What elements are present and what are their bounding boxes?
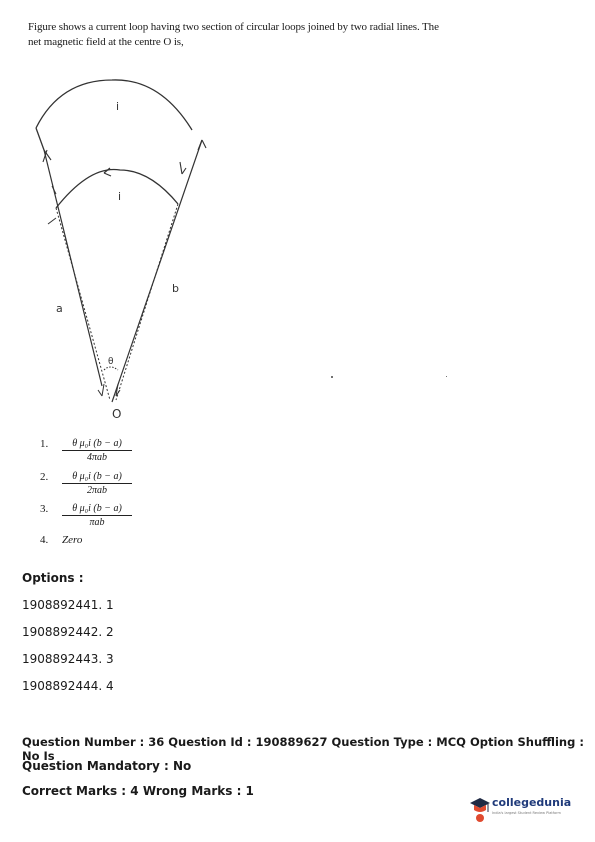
option-item: 1908892441. 1 (22, 598, 114, 612)
graduation-cap-icon (468, 794, 492, 824)
radial-line-right (112, 140, 202, 402)
label-O: O (112, 407, 122, 421)
angle-arc (104, 367, 118, 370)
label-i-inner: i (118, 190, 122, 203)
option-item: 1908892443. 3 (22, 652, 114, 666)
label-b: b (172, 282, 179, 295)
answer-number: 1. (40, 438, 49, 450)
answer-number: 2. (40, 471, 49, 483)
question-meta-line-1: Question Number : 36 Question Id : 190889627 Question Type : MCQ Option Shuffling : No Is (22, 735, 584, 763)
outer-arc-left-end (36, 128, 44, 150)
fraction-numerator: θ μ₀i (b − a) (62, 438, 132, 451)
fraction-denominator: 4πab (86, 452, 107, 463)
current-loop-figure (20, 70, 260, 430)
collegedunia-logo (468, 792, 578, 826)
question-text (28, 20, 498, 50)
fraction-denominator: πab (89, 517, 105, 528)
stray-dot (331, 376, 333, 378)
radial-dashed-right (116, 204, 178, 400)
answer-text: Zero (62, 534, 83, 546)
option-item: 1908892442. 2 (22, 625, 114, 639)
label-i-outer: i (116, 100, 120, 113)
question-meta-line-3: Correct Marks : 4 Wrong Marks : 1 (22, 784, 254, 798)
fraction-numerator: θ μ₀i (b − a) (62, 503, 132, 516)
answer-number: 3. (40, 503, 49, 515)
answer-fraction (62, 438, 132, 463)
options-title: Options : (22, 571, 84, 585)
radial-dashed-left (56, 208, 110, 400)
logo-name: collegedunia (492, 796, 572, 809)
logo-tagline: India's largest Student Review Platform (492, 811, 561, 815)
answer-number: 4. (40, 534, 49, 546)
outer-arc (36, 80, 192, 130)
fraction-denominator: 2πab (86, 485, 107, 496)
label-a: a (56, 302, 63, 315)
question-meta-line-2: Question Mandatory : No (22, 759, 192, 773)
stray-dot (446, 376, 447, 377)
fraction-numerator: θ μ₀i (b − a) (62, 471, 132, 484)
option-item: 1908892444. 4 (22, 679, 114, 693)
question-line-1: Figure shows a current loop having two section of circular loops joined by two radial lines. The (28, 21, 439, 33)
answer-fraction (62, 503, 132, 528)
label-theta: θ (108, 357, 114, 367)
question-line-2: net magnetic field at the centre O is, (28, 36, 184, 48)
radial-line-left (44, 150, 102, 386)
inner-arc (56, 169, 178, 208)
answer-fraction (62, 471, 132, 496)
